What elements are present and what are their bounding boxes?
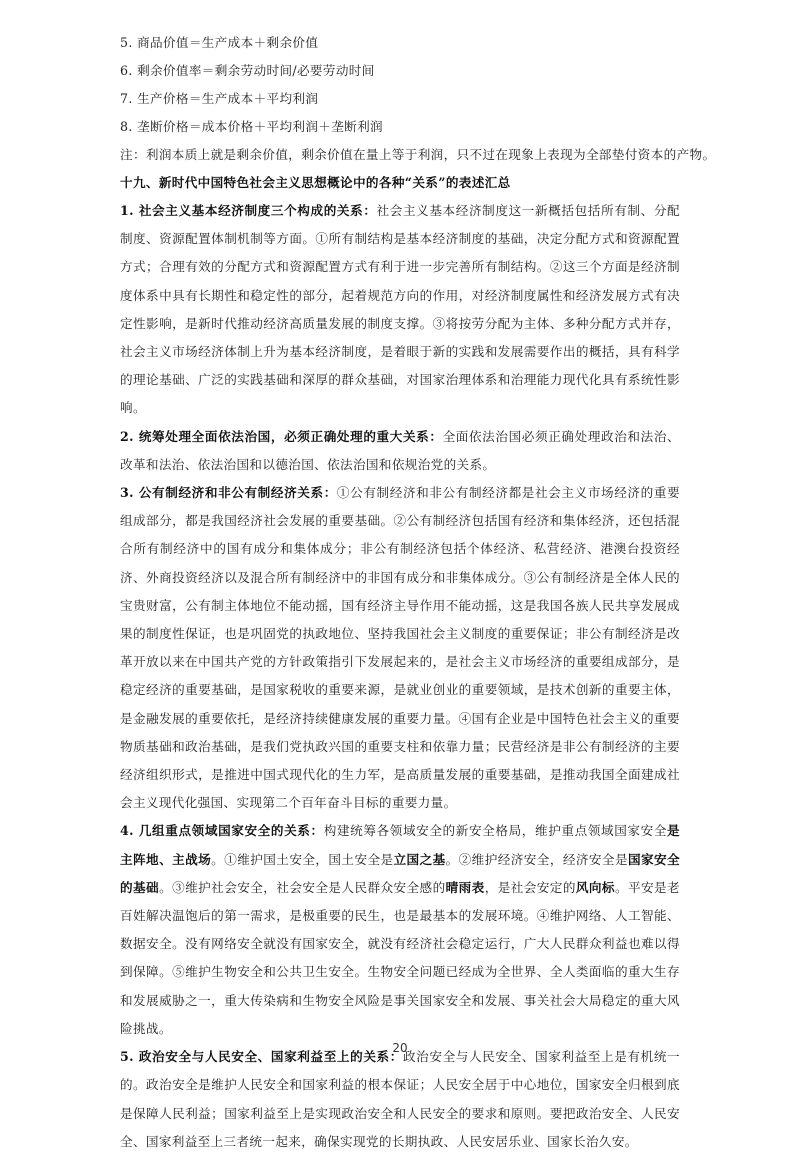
item-1-body: 社会主义基本经济制度这一新概括包括所有制、分配制度、资源配置体制机制等方面。①所有制结构是基本经济制度的基础，决定分配方式和资源配置方式；合理有效的分配方式和资源配置方式有利于进一步完善所有制结构。②这三个方面是经济制度体系中具有长期性和稳定性的部分，起着规范方向的作用，对经济制度属性和经济发展方式有决定性影响，是新时代推动经济高质量发展的制度支撑。③将按劳分配为主体、多种分配方式并存，社会主义市场经济体制上升为基本经济制度，是着眼于新的实践和发展需要作出的概括，具有科学的理论基础、广泛的实践基础和深厚的群众基础，对国家治理体系和治理能力现代化具有系统性影响。 [120, 203, 680, 416]
item-4-title: 4. 几组重点领域国家安全的关系： [120, 823, 324, 839]
item-4-seg-3: 立国之基 [393, 851, 446, 867]
formula-5: 5. 商品价值＝生产成本＋剩余价值 [120, 35, 319, 50]
section-heading: 十九、新时代中国特色社会主义思想概论中的各种“关系”的表述汇总 [120, 175, 511, 190]
item-4-seg-0: 构建统筹各领域安全的新安全格局，维护重点领域国家安全 [323, 823, 668, 839]
item-4-seg-10: 。平安是老百姓解决温饱后的第一需求，是极重要的民生，也是最基本的发展环境。④维护网络、人工智能、数据安全。没有网络安全就没有国家安全，就没有经济社会稳定运行，广大人民群众利益也难以得到保障。⑤维护生物安全和公共卫生安全。生物安全问题已经成为全世界、全人类面临的重大生存和发展威胁之一，重大传染病和生物安全风险是事关国家安全和发展、事关社会大局稳定的重大风险挑战。 [120, 879, 680, 1036]
item-1-title: 1. 社会主义基本经济制度三个构成的关系： [120, 203, 377, 218]
item-4-seg-4: 。②维护经济安全，经济安全是 [445, 851, 628, 867]
item-4-seg-9: 风向标 [575, 879, 615, 895]
item-3-body: ①公有制经济和非公有制经济都是社会主义市场经济的重要组成部分，都是我国经济社会发展的重要基础。②公有制经济包括国有经济和集体经济，还包括混合所有制经济中的国有成分和集体成分；非公有制经济包括个体经济、私营经济、港澳台投资经济、外商投资经济以及混合所有制经济中的非国有成分和非集体成分。③公有制经济是全体人民的宝贵财富，公有制主体地位不能动摇，国有经济主导作用不能动摇，这是我国各族人民共享发展成果的制度性保证，也是巩固党的执政地位、坚持我国社会主义制度的重要保证；非公有制经济是改革开放以来在中国共产党的方针政策指引下发展起来的，是社会主义市场经济的重要组成部分，是稳定经济的重要基础，是国家税收的重要来源，是就业创业的重要领域，是技术创新的重要主体，是金融发展的重要依托，是经济持续健康发展的重要力量。④国有企业是中国特色社会主义的重要物质基础和政治基础，是我们党执政兴国的重要支柱和依靠力量；民营经济是非公有制经济的主要经济组织形式，是推进中国式现代化的生力军，是高质量发展的重要基础，是推动我国全面建成社会主义现代化强国、实现第二个百年奋斗目标的重要力量。 [120, 485, 680, 811]
item-3 [120, 479, 680, 817]
item-5 [120, 1043, 680, 1156]
formula-7: 7. 生产价格＝生产成本＋平均利润 [120, 91, 319, 106]
item-1 [120, 197, 680, 423]
page-number: 20 [392, 1041, 408, 1055]
item-2-title: 2. 统筹处理全面依法治国，必须正确处理的重大关系： [120, 428, 443, 444]
item-2 [120, 423, 680, 479]
formula-6: 6. 剩余价值率＝剩余劳动时间/必要劳动时间 [120, 63, 375, 78]
item-4-seg-6: 。③维护社会安全，社会安全是人民群众安全感的 [159, 879, 446, 895]
item-5-body: 政治安全与人民安全、国家利益至上是有机统一的。政治安全是维护人民安全和国家利益的根本保证；人民安全居于中心地位，国家安全归根到底是保障人民利益；国家利益至上是实现政治安全和人民安全的要求和原则。要把政治安全、人民安全、国家利益至上三者统一起来，确保实现党的长期执政、人民安居乐业、国家长治久安。 [120, 1049, 680, 1149]
item-3-title: 3. 公有制经济和非公有制经济关系： [120, 485, 337, 501]
formula-8: 8. 垄断价格＝成本价格＋平均利润＋垄断利润 [120, 119, 383, 134]
item-4-seg-7: 晴雨表 [445, 879, 485, 895]
item-5-title: 5. 政治安全与人民安全、国家利益至上的关系： [120, 1049, 403, 1065]
document-page [120, 29, 716, 1156]
item-4 [120, 817, 680, 1043]
item-4-seg-5: 国家安全的基础 [120, 851, 680, 895]
item-2-body: 全面依法治国必须正确处理政治和法治、改革和法治、依法治国和以德治国、依法治国和依规治党的关系。 [120, 428, 680, 472]
item-4-seg-2: 。①维护国土安全，国土安全是 [211, 851, 394, 867]
item-4-seg-8: ，是社会安定的 [484, 879, 576, 895]
item-4-seg-1: 是主阵地、主战场 [120, 823, 680, 867]
note: 注：利润本质上就是剩余价值，剩余价值在量上等于利润，只不过在现象上表现为全部垫付资本的产物。 [120, 147, 716, 162]
